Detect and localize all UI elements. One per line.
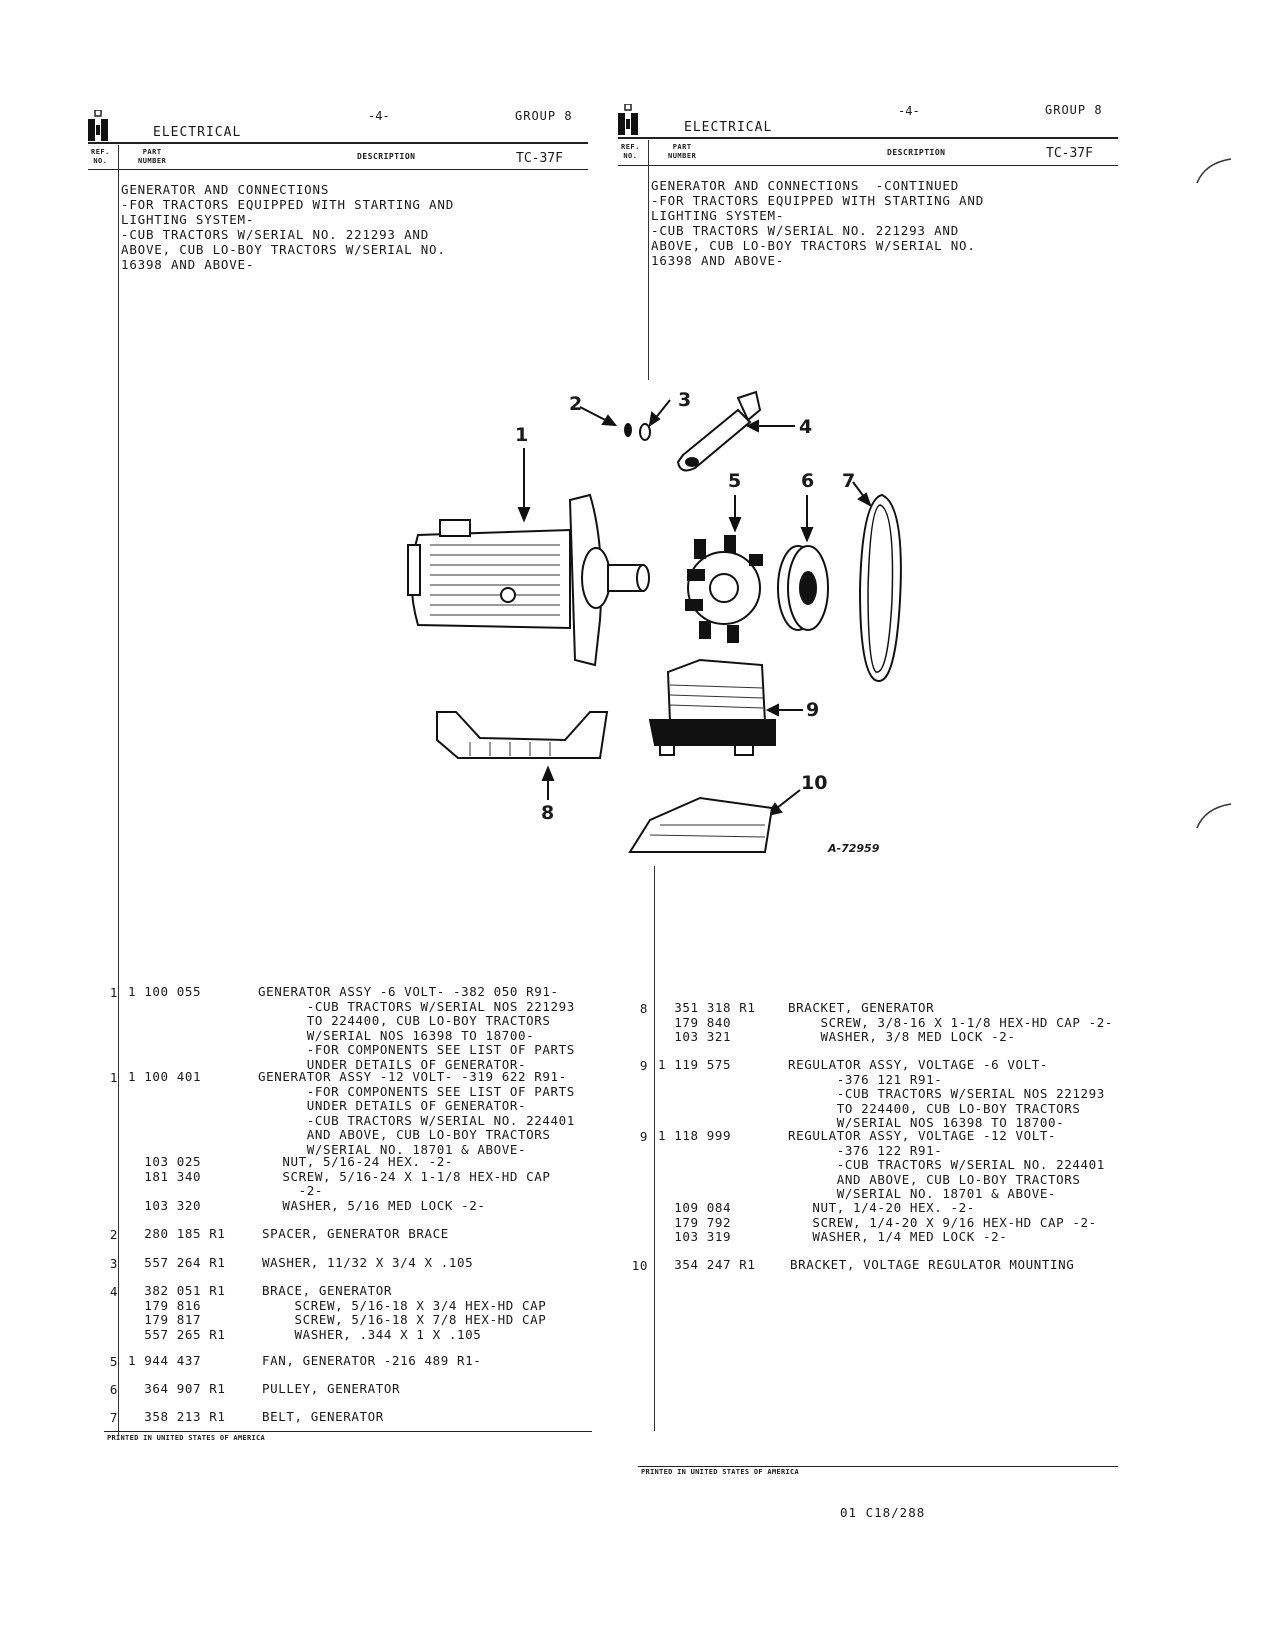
part-number: 280 185 R1 xyxy=(128,1226,226,1241)
left-page-number: -4- xyxy=(368,109,390,123)
right-catalog-code: TC-37F xyxy=(1046,146,1093,161)
callout-10: 10 xyxy=(801,772,828,794)
generator-pulley-drawing xyxy=(778,546,828,630)
right-group-label: GROUP 8 xyxy=(1045,103,1103,117)
part-description: BRACE, GENERATOR SCREW, 5/16-18 X 3/4 HEX-HD CAP SCREW, 5/16-18 X 7/8 HEX-HD CAP WASHER, .344 X 1 X .105 xyxy=(262,1283,547,1342)
ref-number: 8 xyxy=(639,1001,648,1016)
part-number: 1 119 575 xyxy=(658,1057,732,1072)
right-colhdr-rule xyxy=(618,165,1118,166)
ref-number: 7 xyxy=(109,1410,118,1425)
figure-id: A-72959 xyxy=(828,842,880,855)
left-intro-text: GENERATOR AND CONNECTIONS -FOR TRACTORS EQUIPPED WITH STARTING AND LIGHTING SYSTEM- -CUB TRACTORS W/SERIAL NO. 221293 AND ABOVE, CUB LO-BOY TRACTORS W/SERIAL NO. 16398 AND ABOVE- xyxy=(121,182,455,272)
right-desc-header: DESCRIPTION xyxy=(887,148,946,157)
ref-number: 1 xyxy=(109,1070,118,1085)
right-part-header: PART NUMBER xyxy=(668,143,697,160)
part-number: 382 051 R1 179 816 179 817 557 265 R1 xyxy=(144,1283,226,1342)
ref-number: 10 xyxy=(631,1258,648,1273)
generator-assembly-drawing xyxy=(408,495,649,665)
exploded-parts-illustration xyxy=(390,375,910,865)
generator-bracket-drawing xyxy=(437,712,607,758)
voltage-regulator-drawing xyxy=(650,660,775,755)
part-description: BRACKET, VOLTAGE REGULATOR MOUNTING xyxy=(790,1257,1075,1272)
callout-1: 1 xyxy=(515,424,529,446)
ref-number: 4 xyxy=(109,1284,118,1299)
ref-number: 9 xyxy=(639,1058,648,1073)
ref-number: 1 xyxy=(109,985,118,1000)
callout-7: 7 xyxy=(842,470,856,492)
left-header-rule xyxy=(88,142,588,144)
part-description: GENERATOR ASSY -6 VOLT- -382 050 R91- -CUB TRACTORS W/SERIAL NOS 221293 TO 224400, CUB LO-BOY TRACTORS W/SERIAL NOS 16398 TO 18700- -FOR COMPONENTS SEE LIST OF PARTS UNDER DETAILS OF GENERATOR- xyxy=(258,984,575,1072)
callout-8: 8 xyxy=(541,802,555,824)
part-number: 557 264 R1 xyxy=(128,1255,226,1270)
callout-6: 6 xyxy=(801,470,815,492)
callout-5: 5 xyxy=(728,470,742,492)
left-section-title: ELECTRICAL xyxy=(153,125,242,140)
callout-9: 9 xyxy=(806,699,820,721)
part-number: 364 907 R1 xyxy=(128,1381,226,1396)
left-colhdr-rule xyxy=(88,169,588,170)
part-number: 109 084 179 792 103 319 xyxy=(674,1200,732,1244)
part-description: REGULATOR ASSY, VOLTAGE -12 VOLT- -376 122 R91- -CUB TRACTORS W/SERIAL NO. 224401 AND ABOVE, CUB LO-BOY TRACTORS W/SERIAL NO. 18701 & ABOVE- xyxy=(788,1128,1105,1201)
callout-4: 4 xyxy=(799,416,813,438)
right-page-number: -4- xyxy=(898,104,920,118)
left-group-label: GROUP 8 xyxy=(515,109,573,123)
regulator-mounting-bracket-drawing xyxy=(630,798,772,852)
part-description: NUT, 1/4-20 HEX. -2- SCREW, 1/4-20 X 9/16 HEX-HD CAP -2- WASHER, 1/4 MED LOCK -2- xyxy=(812,1200,1097,1244)
part-description: GENERATOR ASSY -12 VOLT- -319 622 R91- -FOR COMPONENTS SEE LIST OF PARTS UNDER DETAILS OF GENERATOR- -CUB TRACTORS W/SERIAL NO. 224401 AND ABOVE, CUB LO-BOY TRACTORS W/SERIAL NO. 18701 & ABOVE- xyxy=(258,1069,575,1157)
part-number: 351 318 R1 179 840 103 321 xyxy=(674,1000,756,1044)
part-description: NUT, 5/16-24 HEX. -2- SCREW, 5/16-24 X 1-1/8 HEX-HD CAP -2- WASHER, 5/16 MED LOCK -2- xyxy=(282,1154,551,1213)
ih-logo-icon xyxy=(86,110,110,142)
ref-number: 5 xyxy=(109,1354,118,1369)
part-number: 1 944 437 xyxy=(128,1353,202,1368)
right-section-title: ELECTRICAL xyxy=(684,120,773,135)
part-number: 1 118 999 xyxy=(658,1128,732,1143)
part-description: BRACKET, GENERATOR SCREW, 3/8-16 X 1-1/8 HEX-HD CAP -2- WASHER, 3/8 MED LOCK -2- xyxy=(788,1000,1114,1044)
ref-number: 3 xyxy=(109,1256,118,1271)
left-ref-divider xyxy=(118,145,119,1435)
right-footer-rule xyxy=(638,1466,1118,1467)
right-intro-text: GENERATOR AND CONNECTIONS -CONTINUED -FOR TRACTORS EQUIPPED WITH STARTING AND LIGHTING SYSTEM- -CUB TRACTORS W/SERIAL NO. 221293 AND ABOVE, CUB LO-BOY TRACTORS W/SERIAL NO. 16398 AND ABOVE- xyxy=(651,178,985,268)
part-number: 1 100 401 xyxy=(128,1069,202,1084)
right-ref-divider-top xyxy=(648,140,649,380)
right-ref-header: REF. NO. xyxy=(621,143,640,160)
left-footer-rule xyxy=(104,1431,592,1432)
callout-2: 2 xyxy=(569,393,583,415)
right-ref-divider-bottom xyxy=(654,866,655,1431)
part-description: REGULATOR ASSY, VOLTAGE -6 VOLT- -376 121 R91- -CUB TRACTORS W/SERIAL NOS 221293 TO 224400, CUB LO-BOY TRACTORS W/SERIAL NOS 16398 TO 18700- xyxy=(788,1057,1105,1130)
part-description: WASHER, 11/32 X 3/4 X .105 xyxy=(262,1255,474,1270)
left-desc-header: DESCRIPTION xyxy=(357,152,416,161)
ih-logo-icon xyxy=(616,104,640,136)
scan-edge-mark xyxy=(1195,800,1235,830)
part-description: SPACER, GENERATOR BRACE xyxy=(262,1226,449,1241)
part-description: PULLEY, GENERATOR xyxy=(262,1381,401,1396)
left-printed-note: PRINTED IN UNITED STATES OF AMERICA xyxy=(107,1434,266,1442)
ref-number: 9 xyxy=(639,1129,648,1144)
generator-fan-drawing xyxy=(686,536,762,642)
right-header-rule xyxy=(618,137,1118,139)
generator-belt-drawing xyxy=(860,495,901,681)
part-description: BELT, GENERATOR xyxy=(262,1409,384,1424)
part-number: 103 025 181 340 103 320 xyxy=(144,1154,202,1213)
right-printed-note: PRINTED IN UNITED STATES OF AMERICA xyxy=(641,1468,800,1476)
ref-number: 2 xyxy=(109,1227,118,1242)
callout-3: 3 xyxy=(678,389,692,411)
part-number: 358 213 R1 xyxy=(128,1409,226,1424)
left-ref-header: REF. NO. xyxy=(91,148,110,165)
left-part-header: PART NUMBER xyxy=(138,148,167,165)
left-catalog-code: TC-37F xyxy=(516,151,563,166)
part-description: FAN, GENERATOR -216 489 R1- xyxy=(262,1353,482,1368)
ref-number: 6 xyxy=(109,1382,118,1397)
scan-edge-mark xyxy=(1195,155,1235,185)
document-footer-code: 01 C18/288 xyxy=(840,1505,926,1520)
part-number: 354 247 R1 xyxy=(658,1257,756,1272)
part-number: 1 100 055 xyxy=(128,984,202,999)
